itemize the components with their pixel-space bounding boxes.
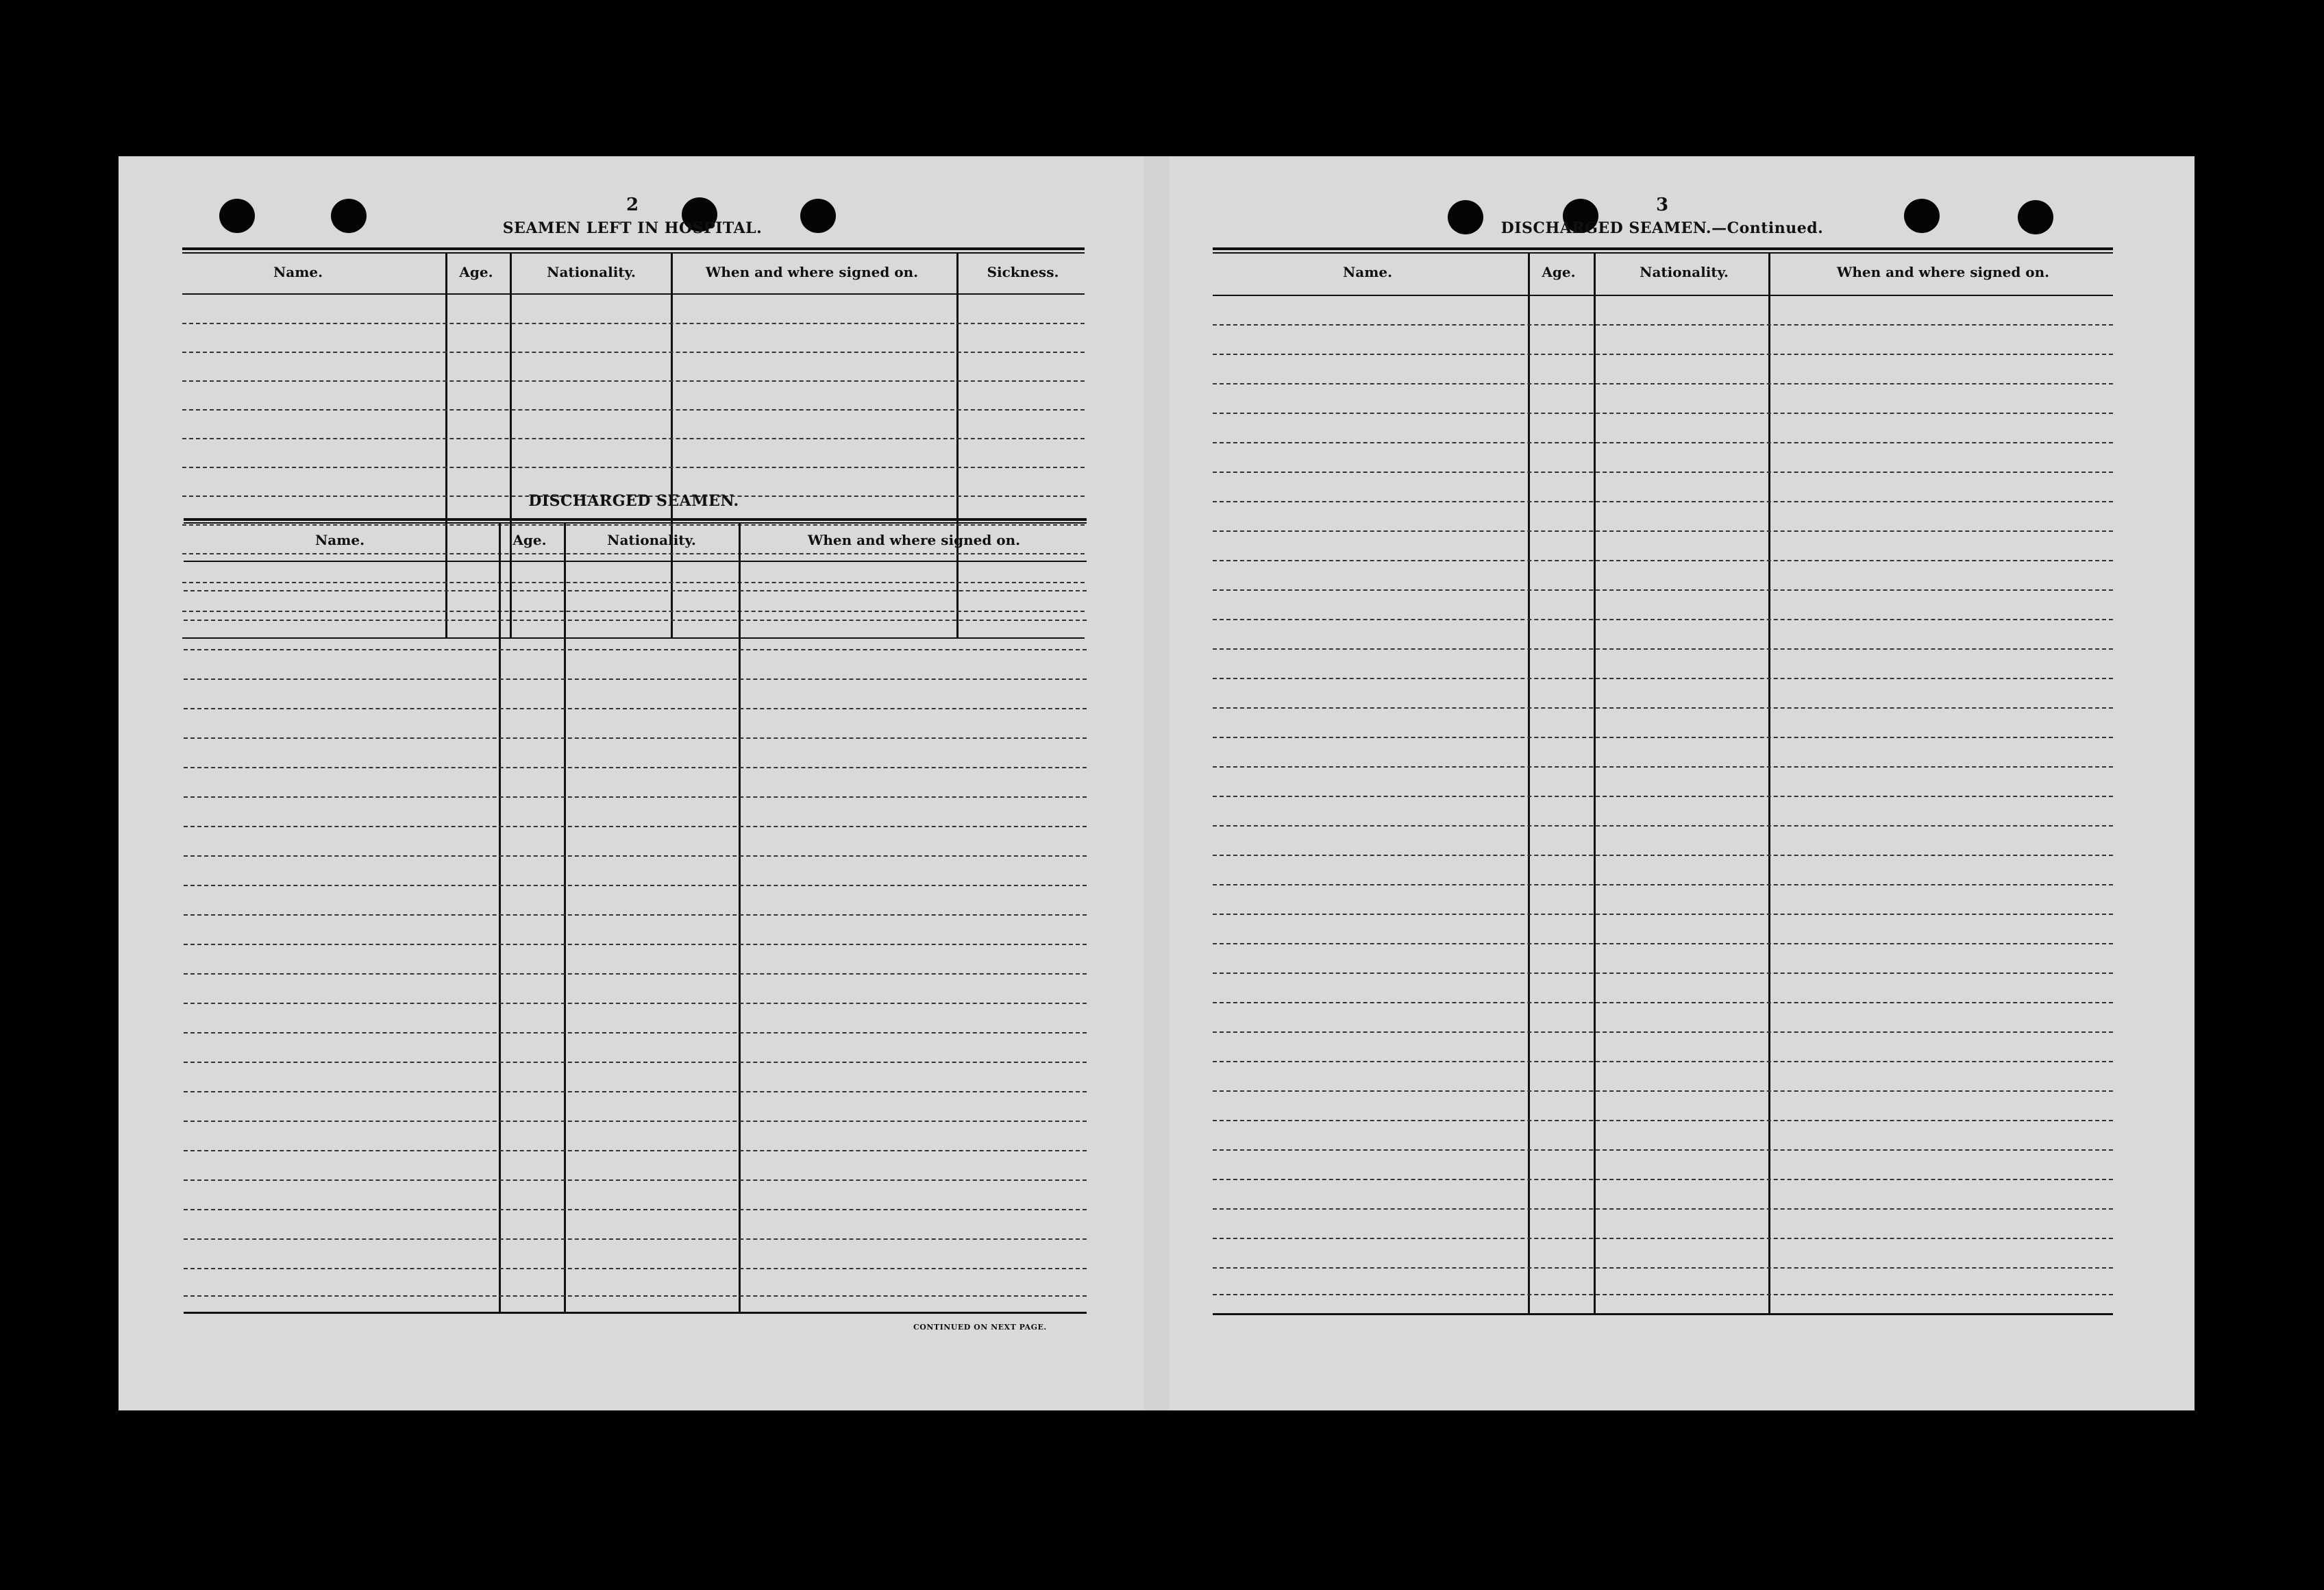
entry-line [1213,1061,2113,1062]
entry-line [1213,589,2113,591]
entry-line [1213,324,2113,326]
column-divider [1594,252,1596,1313]
entry-line [1213,619,2113,620]
section-title-discharged: DISCHARGED SEAMEN. [528,492,739,510]
entry-line [1213,1267,2113,1269]
punch-hole-icon [219,199,255,233]
entry-line [1213,1090,2113,1092]
entry-line [1213,1238,2113,1239]
column-divider [510,252,512,637]
rule [182,293,1085,295]
column-divider [1528,252,1530,1313]
entry-line [182,380,1085,382]
entry-line [184,620,1087,621]
entry-line [1213,707,2113,709]
column-divider [499,522,501,1312]
rule [1213,247,2113,250]
entry-line [1213,766,2113,768]
column-header: Nationality. [607,532,696,548]
entry-line [1213,442,2113,443]
rule [1213,1313,2113,1315]
rule [184,518,1087,521]
entry-line [1213,914,2113,915]
entry-line [1213,1294,2113,1295]
entry-line [184,708,1087,709]
entry-line [1213,530,2113,532]
entry-line [1213,413,2113,414]
entry-line [184,914,1087,916]
entry-line [1213,973,2113,974]
column-divider [739,522,741,1312]
column-divider [671,252,673,637]
entry-line [1213,943,2113,944]
page-number: 3 [1655,195,1669,215]
page-fold [1144,156,1169,1410]
rule [182,637,1085,639]
entry-line [184,1032,1087,1034]
entry-line [184,678,1087,680]
entry-line [1213,678,2113,679]
entry-line [184,796,1087,798]
entry-line [1213,1179,2113,1180]
column-divider [445,252,447,637]
column-header: Age. [512,532,547,548]
entry-line [1213,648,2113,650]
column-header: Name. [273,264,323,280]
entry-line [182,611,1085,612]
entry-line [184,737,1087,739]
entry-line [182,582,1085,583]
entry-line [1213,855,2113,856]
entry-line [182,553,1085,554]
entry-line [184,826,1087,827]
entry-line [1213,560,2113,561]
entry-line [184,1295,1087,1297]
entry-line [184,1150,1087,1151]
column-header: Sickness. [987,264,1059,280]
entry-line [184,1003,1087,1004]
entry-line [1213,737,2113,738]
rule [184,1312,1087,1314]
column-header: When and where signed on. [1836,264,2050,280]
column-divider [1768,252,1770,1313]
entry-line [184,590,1087,591]
entry-line [1213,354,2113,355]
rule [182,252,1085,254]
entry-line [182,352,1085,353]
entry-line [184,1062,1087,1063]
column-header: When and where signed on. [807,532,1021,548]
entry-line [1213,1031,2113,1033]
page-number: 2 [626,195,639,215]
entry-line [184,885,1087,886]
column-header: Name. [314,532,365,548]
entry-line [184,1268,1087,1269]
entry-line [184,1209,1087,1210]
entry-line [1213,383,2113,384]
entry-line [184,1238,1087,1240]
rule [1213,295,2113,296]
entry-line [1213,501,2113,502]
entry-line [1213,472,2113,473]
entry-line [184,1179,1087,1181]
entry-line [184,767,1087,768]
section-title-discharged-continued: DISCHARGED SEAMEN.—Continued. [1500,219,1824,237]
rule [184,561,1087,562]
entry-line [1213,1208,2113,1210]
entry-line [182,409,1085,411]
footer-note: CONTINUED ON NEXT PAGE. [913,1323,1047,1332]
entry-line [184,855,1087,857]
entry-line [1213,1120,2113,1121]
entry-line [182,438,1085,439]
entry-line [184,649,1087,650]
punch-hole-icon [800,199,836,233]
column-header: Name. [1342,264,1393,280]
punch-hole-icon [331,199,367,233]
entry-line [184,973,1087,975]
punch-hole-icon [2018,200,2053,234]
punch-hole-icon [1904,199,1940,233]
column-header: Age. [459,264,493,280]
entry-line [182,467,1085,468]
entry-line [1213,796,2113,797]
column-header: Nationality. [1640,264,1729,280]
column-header: Age. [1542,264,1576,280]
rule [182,247,1085,250]
section-title-hospital: SEAMEN LEFT IN HOSPITAL. [502,219,763,237]
entry-line [182,323,1085,324]
entry-line [184,1091,1087,1092]
column-divider [564,522,566,1312]
entry-line [1213,825,2113,827]
column-divider [956,252,959,637]
entry-line [182,524,1085,526]
ledger-sheet [119,156,2195,1410]
punch-hole-icon [1448,200,1483,234]
entry-line [1213,884,2113,885]
entry-line [1213,1002,2113,1003]
column-header: When and where signed on. [705,264,919,280]
rule [1213,252,2113,254]
entry-line [184,1121,1087,1122]
column-header: Nationality. [547,264,636,280]
entry-line [1213,1149,2113,1151]
rule [184,522,1087,524]
entry-line [184,944,1087,945]
